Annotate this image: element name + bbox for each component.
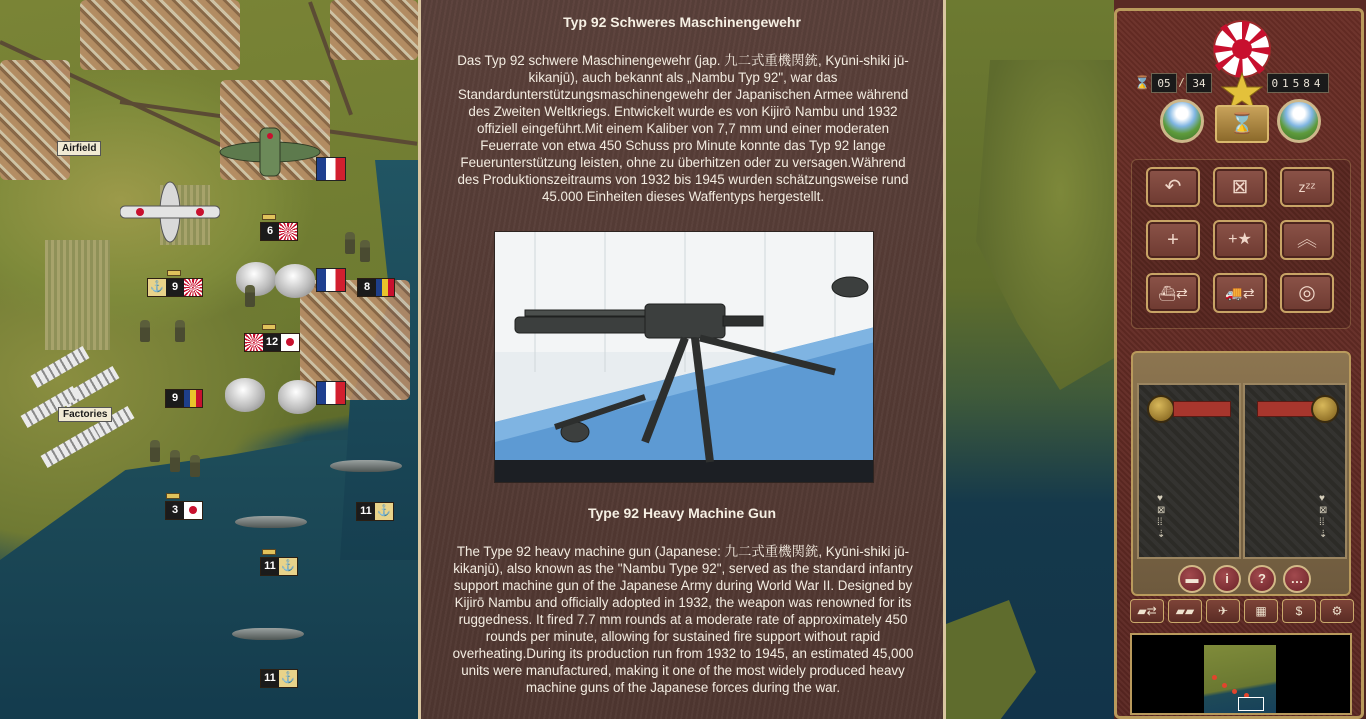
minimap-unit-marker [1212, 675, 1217, 680]
prestige-value: 01584 [1267, 73, 1329, 93]
chat-button[interactable] [1283, 565, 1311, 593]
infantry-figure [190, 455, 200, 477]
transport-ship[interactable] [232, 628, 304, 640]
map-right[interactable] [946, 0, 1114, 719]
weather-today-icon[interactable] [1160, 99, 1204, 143]
minimap[interactable] [1130, 633, 1352, 715]
plus-star-icon: +★ [1228, 231, 1252, 248]
unit-strength: 9 [166, 390, 184, 407]
entry-title-en: Type 92 Heavy Machine Gun [587, 505, 777, 521]
turn-current: 05 [1151, 73, 1177, 93]
embark-naval-button[interactable] [1146, 273, 1200, 313]
infantry-figure [360, 240, 370, 262]
unit-strength-chip[interactable] [147, 278, 203, 297]
rising-sun-flag-icon [184, 279, 202, 296]
rising-sun-flag-icon [245, 334, 263, 351]
rank-pip [166, 493, 180, 499]
dollar-icon: $ [1295, 604, 1303, 618]
land-area [946, 600, 1036, 719]
rank-pip [262, 549, 276, 555]
japan-flag-icon [184, 502, 202, 519]
entry-title-de: Typ 92 Schweres Maschinengewehr [563, 14, 801, 30]
unit-strength: 9 [166, 279, 184, 296]
defender-stat-icons [1319, 493, 1331, 541]
elite-reinforce-button[interactable] [1213, 220, 1267, 260]
town [0, 60, 70, 180]
transport-ship[interactable] [235, 516, 307, 528]
attacker-rank-bar [1173, 401, 1231, 417]
rank-pip [262, 324, 276, 330]
oil-tank [236, 262, 276, 296]
tank-transfer-icon: ▰⇄ [1137, 604, 1157, 618]
fuel-icon: ⇣ [1319, 529, 1328, 540]
disband-icon: ⊠ [1231, 176, 1249, 198]
entry-body-de: Das Typ 92 schwere Maschinengewehr (jap. 九二式重機関銃, Kyūni-shiki jū-kikanjū), auch bekannt als „Nambu Typ 92", war das Standardunterstützungsmaschinengewehr der Japanischen Armee während des Zweiten Weltkriegs. Entwickelt wurde es von Kijirō Nambu und 1932 offiziell eingeführt.Mit einem Kaliber von 7,7 mm und einer moderaten Feuerrate von etwa 450 Schuss pro Minute konnte das Typ 92 lange Feuerunterstützung leisten, ohne zu überhitzen oder zu versagen.Während des Produktionszeitraums von 1932 bis 1945 wurden schätzungsweise rund 45.000 Einheiten dieses Waffentyps hergestellt. [457, 53, 909, 204]
oil-tank [225, 378, 265, 412]
romania-flag-icon [184, 390, 202, 407]
info-button[interactable] [1213, 565, 1241, 593]
japan-flag-icon [281, 334, 299, 351]
factory-building [31, 346, 90, 388]
turn-total: 34 [1186, 73, 1212, 93]
transport-ship[interactable] [330, 460, 402, 472]
france-flag-icon [316, 157, 346, 181]
infantry-figure [150, 440, 160, 462]
fuel-icon: ⇣ [1157, 529, 1166, 540]
unit-strength-chip[interactable] [260, 222, 298, 241]
fighter-plane-icon[interactable] [120, 180, 220, 244]
navy-anchor-icon: ⚓ [148, 279, 166, 296]
cavalry-figure [245, 285, 255, 307]
upgrade-button[interactable] [1280, 220, 1334, 260]
machine-gun-photo [494, 231, 874, 483]
navy-anchor-icon: ⚓ [375, 503, 393, 520]
command-panel-frame [1114, 8, 1364, 719]
prestige-counter [1267, 73, 1329, 93]
disband-stat-icon: ⊠ [1157, 505, 1166, 516]
map-left[interactable] [0, 0, 418, 719]
bomber-plane-icon[interactable] [215, 124, 325, 180]
town [330, 0, 418, 60]
france-flag-icon [316, 268, 346, 292]
chat-icon: … [1290, 571, 1304, 586]
minimap-viewport[interactable] [1238, 697, 1264, 711]
finance-button[interactable] [1282, 599, 1316, 623]
artillery-figure [175, 320, 185, 342]
sleep-button[interactable] [1280, 167, 1334, 207]
unit-strength: 8 [358, 279, 376, 296]
purchase-truck-button[interactable] [1168, 599, 1202, 623]
settings-button[interactable] [1320, 599, 1354, 623]
unit-strength: 12 [263, 334, 281, 351]
reinforce-button[interactable] [1146, 220, 1200, 260]
target-button[interactable] [1280, 273, 1334, 313]
disband-button[interactable] [1213, 167, 1267, 207]
land-area [976, 60, 1114, 390]
encyclopedia-panel[interactable] [418, 0, 946, 719]
unit-strength: 3 [166, 502, 184, 519]
purchase-aircraft-button[interactable] [1206, 599, 1240, 623]
command-panel [1114, 0, 1366, 719]
unit-strength-chip[interactable] [260, 669, 298, 688]
defender-medal-icon [1311, 395, 1339, 423]
embark-land-button[interactable] [1213, 273, 1267, 313]
weather-forecast-icon[interactable] [1277, 99, 1321, 143]
end-turn-button[interactable] [1215, 105, 1269, 143]
unit-strength-chip[interactable] [357, 278, 395, 297]
airfield-label: Airfield [57, 141, 101, 156]
factory-building [41, 426, 100, 468]
undo-button[interactable] [1146, 167, 1200, 207]
rank-pip [262, 214, 276, 220]
ammo-icon: ⁞⁞ [1157, 517, 1163, 528]
navy-anchor-icon: ⚓ [279, 558, 297, 575]
rank-pip [167, 270, 181, 276]
help-icon: ? [1258, 571, 1266, 586]
chevrons-up-icon: ︽ [1297, 229, 1317, 251]
unit-strength-chip[interactable] [260, 557, 298, 576]
factories-label: Factories [58, 407, 112, 422]
oil-tank [278, 380, 318, 414]
hourglass-icon: ⌛ [1229, 113, 1255, 135]
unit-strength: 11 [261, 670, 279, 687]
attacker-medal-icon [1147, 395, 1175, 423]
minimap-unit-marker [1232, 689, 1237, 694]
unit-strength-chip[interactable] [244, 333, 300, 352]
gear-icon: ⚙ [1331, 604, 1343, 618]
infantry-figure [170, 450, 180, 472]
navy-anchor-icon: ⚓ [279, 670, 297, 687]
grid-icon: ▦ [1255, 604, 1267, 618]
unit-strength-chip[interactable] [165, 501, 203, 520]
heart-icon: ♥ [1319, 493, 1325, 504]
farm-field [45, 240, 110, 350]
oil-tank [275, 264, 315, 298]
disband-stat-icon: ⊠ [1319, 505, 1328, 516]
aircraft-icon: ✈ [1217, 604, 1229, 618]
town [80, 0, 240, 70]
ammo-icon: ⁞⁞ [1319, 517, 1325, 528]
sleep-icon: zᶻᶻ [1298, 179, 1316, 195]
defender-rank-bar [1257, 401, 1315, 417]
attacker-stat-icons [1157, 493, 1169, 541]
tank-icon: ▬ [1185, 571, 1199, 586]
truck-transfer-icon: 🚚⇄ [1225, 285, 1255, 301]
truck-icon: ▰▰ [1175, 604, 1195, 618]
hourglass-small-icon: ⌛ [1134, 75, 1151, 90]
ship-transfer-icon: ⛴⇄ [1158, 285, 1188, 301]
minimap-terrain [1204, 645, 1276, 713]
undo-icon: ↶ [1164, 176, 1182, 198]
target-icon: ◎ [1298, 282, 1316, 304]
grid-button[interactable] [1244, 599, 1278, 623]
unit-strength: 11 [261, 558, 279, 575]
info-icon: i [1225, 571, 1229, 586]
artillery-figure [140, 320, 150, 342]
heart-icon: ♥ [1157, 493, 1163, 504]
rising-sun-medal-icon [1207, 19, 1277, 109]
rising-sun-flag-icon [279, 223, 297, 240]
unit-tank-button[interactable] [1178, 565, 1206, 593]
minimap-unit-marker [1222, 683, 1227, 688]
unit-strength-chip[interactable] [356, 502, 394, 521]
unit-strength: 11 [357, 503, 375, 520]
turn-counter [1151, 73, 1212, 93]
entry-body-en: The Type 92 heavy machine gun (Japanese: 九二式重機関銃, Kyūni-shiki jū-kikanjū), also known as the "Nambu Type 92", served as the standard infantry support machine gun of the Japanese Army during World War II. Designed by Kijirō Nambu and officially adopted in 1932, the weapon was renowned for its ruggedness. It fired 7.7 mm rounds at a moderate rate of approximately 450 rounds per minute, allowing for sustained fire support without rapid overheating.During its production run from 1932 to 1945, an estimated 45,000 units were manufactured, making it one of the most widely produced heavy machine guns of the Japanese forces during the war. [452, 544, 914, 695]
plus-icon: + [1167, 229, 1179, 251]
unit-strength: 6 [261, 223, 279, 240]
turn-separator: / [1178, 76, 1185, 89]
help-button[interactable] [1248, 565, 1276, 593]
france-flag-icon [316, 381, 346, 405]
unit-strength-chip[interactable] [165, 389, 203, 408]
romania-flag-icon [376, 279, 394, 296]
infantry-figure [345, 232, 355, 254]
purchase-tank-button[interactable] [1130, 599, 1164, 623]
